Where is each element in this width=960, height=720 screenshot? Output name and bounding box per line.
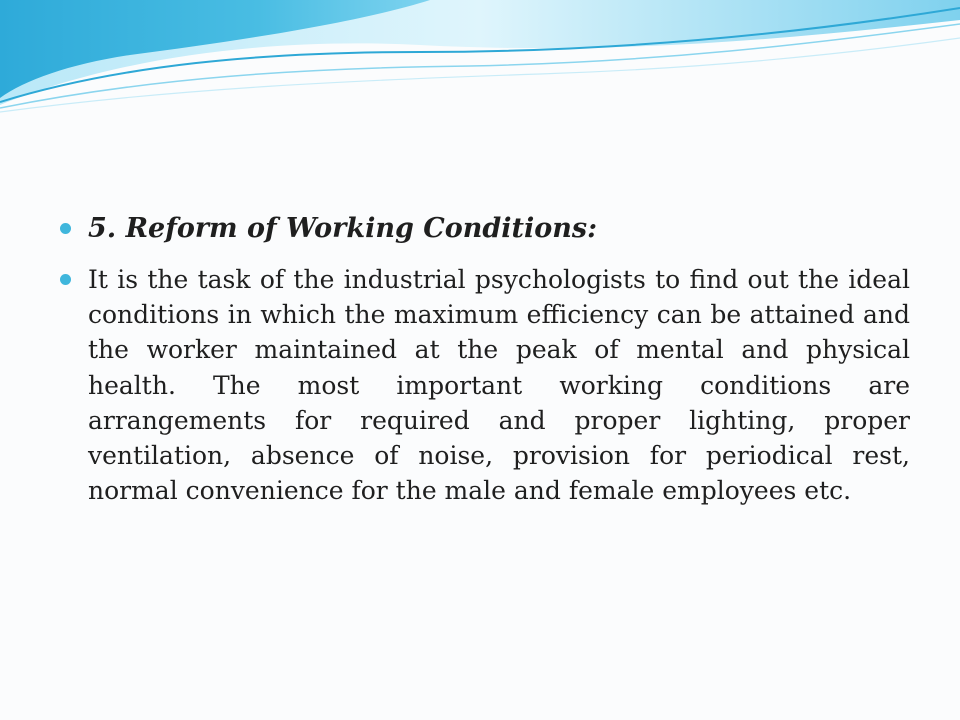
slide-heading: 5. Reform of Working Conditions: <box>88 213 598 244</box>
slide-body-text: It is the task of the industrial psychologists to find out the ideal conditions in which the maximum efficiency can be attained and the worker maintained at the peak of mental and physical health. The most important working conditions are arrangements for required and proper lighting, proper ventilation, absence of noise, provision for periodical rest, normal convenience for the male and female employees etc. <box>88 265 910 506</box>
slide-content <box>60 206 910 508</box>
top-wave-decoration <box>0 0 960 115</box>
bullet-heading-item <box>60 206 910 252</box>
circle-bullet-icon <box>60 223 71 234</box>
circle-bullet-icon <box>60 274 71 285</box>
bullet-body-item <box>60 262 910 508</box>
